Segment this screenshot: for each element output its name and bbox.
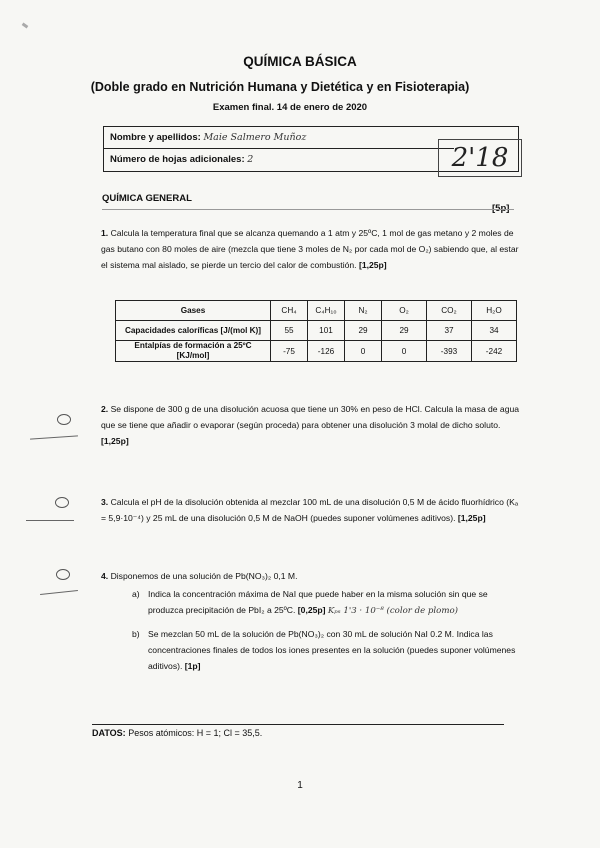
table-header: CO₂: [427, 301, 472, 321]
question-1: [101, 225, 521, 273]
q2-text: Se dispone de 300 g de una disolución acuosa que tiene un 30% en peso de HCl. Calcula la masa de agua que se tiene que añadir o evaporar (según proceda) para obtener una disolución 3 molal de dicho soluto.: [101, 404, 520, 430]
table-header: C₄H₁₀: [308, 301, 345, 321]
table-cell: -75: [271, 341, 308, 362]
q2-points: [1,25p]: [101, 436, 129, 446]
q4a-points: [0,25p]: [297, 605, 326, 615]
page-number: 1: [297, 780, 303, 791]
question-4a: [132, 586, 522, 619]
row-label: Entalpías de formación a 25ºC [KJ/mol]: [116, 341, 271, 362]
table-header: CH₄: [271, 301, 308, 321]
q3-points: [1,25p]: [457, 513, 486, 523]
question-2: [101, 401, 521, 449]
row-label: Capacidades caloríficas [J/(mol K)]: [116, 321, 271, 341]
name-value: Maie Salmero Muñoz: [203, 132, 307, 143]
question-4: [101, 568, 521, 584]
question-3: [101, 494, 521, 526]
q1-text: Calcula la temperatura final que se alcanza quemando a 1 atm y 25ºC, 1 mol de gas metano y 2 moles de gas butano con 80 moles de aire (mezcla que tiene 3 moles de N₂ por cada mol de O₂) sabiendo que, al estar el sistema mal aislado, se pierde un tercio del calor de combustión.: [101, 228, 519, 270]
table-row: [116, 341, 517, 362]
table-cell: -126: [308, 341, 345, 362]
footer-divider: [92, 724, 504, 725]
table-header: N₂: [345, 301, 382, 321]
zero-mark-icon: [55, 497, 69, 508]
table-header: O₂: [382, 301, 427, 321]
exam-title: QUÍMICA BÁSICA: [243, 54, 357, 69]
exam-date: Examen final. 14 de enero de 2020: [212, 102, 368, 113]
q4a-handwritten-note: Kₚₛ 1'3 · 10⁻⁸ (color de plomo): [327, 606, 459, 616]
q4a-text: Indica la concentración máxima de NaI que puede haber en la misma solución sin que se produzca precipitación de PbI₂ a 25ºC.: [148, 589, 488, 615]
table-cell: 29: [345, 321, 382, 341]
q4a-label: a): [132, 589, 140, 599]
q1-points: [1,25p]: [358, 260, 387, 270]
datos-text: Pesos atómicos: H = 1; Cl = 35,5.: [128, 728, 263, 738]
question-4b: [132, 626, 522, 674]
q4b-text: Se mezclan 50 mL de la solución de Pb(NO₃)₂ con 30 mL de solución NaI 0.2 M. Indica las concentraciones finales de todos los iones presentes en la solución (puedes suponer volúmenes aditivos).: [148, 629, 516, 671]
table-header: Gases: [116, 301, 271, 321]
datos-label: DATOS:: [92, 728, 126, 738]
grade-box: 2'18: [438, 139, 522, 177]
q2-number: 2.: [101, 404, 109, 414]
table-cell: -242: [472, 341, 517, 362]
hand-stroke: [26, 520, 74, 521]
hand-stroke: [40, 590, 78, 595]
q3-text: Calcula el pH de la disolución obtenida al mezclar 100 mL de una disolución 0,5 M de ácido fluorhídrico (Kₐ = 5,9·10⁻⁴) y 25 mL de una disolución 0,5 M de NaOH (puedes suponer volúmenes aditivos).: [101, 497, 519, 523]
zero-mark-icon: [57, 414, 71, 425]
table-header-row: [116, 301, 517, 321]
sheets-label: Número de hojas adicionales:: [110, 154, 245, 165]
q4b-label: b): [132, 629, 140, 639]
name-row: [104, 127, 454, 149]
table-cell: 37: [427, 321, 472, 341]
section-divider: [102, 209, 514, 210]
table-cell: -393: [427, 341, 472, 362]
hand-stroke: [30, 435, 78, 439]
table-cell: 0: [345, 341, 382, 362]
name-label: Nombre y apellidos:: [110, 132, 201, 143]
table-cell: 0: [382, 341, 427, 362]
data-footnote: [92, 728, 262, 738]
gases-table: [115, 300, 517, 362]
table-cell: 101: [308, 321, 345, 341]
table-header: H₂O: [472, 301, 517, 321]
table-row: [116, 321, 517, 341]
table-cell: 34: [472, 321, 517, 341]
table-cell: 29: [382, 321, 427, 341]
sheets-row: [104, 149, 454, 170]
sheets-value: 2: [247, 154, 254, 165]
q3-number: 3.: [101, 497, 109, 507]
q4-text: Disponemos de una solución de Pb(NO₃)₂ 0,1 M.: [110, 571, 298, 581]
exam-subtitle: (Doble grado en Nutrición Humana y Dietética y en Fisioterapia): [90, 80, 470, 94]
table-cell: 55: [271, 321, 308, 341]
q4-number: 4.: [101, 571, 109, 581]
zero-mark-icon: [56, 569, 70, 580]
pen-mark: [22, 23, 29, 29]
section-title: QUÍMICA GENERAL: [102, 193, 192, 204]
q4b-points: [1p]: [184, 661, 201, 671]
q1-number: 1.: [101, 228, 109, 238]
